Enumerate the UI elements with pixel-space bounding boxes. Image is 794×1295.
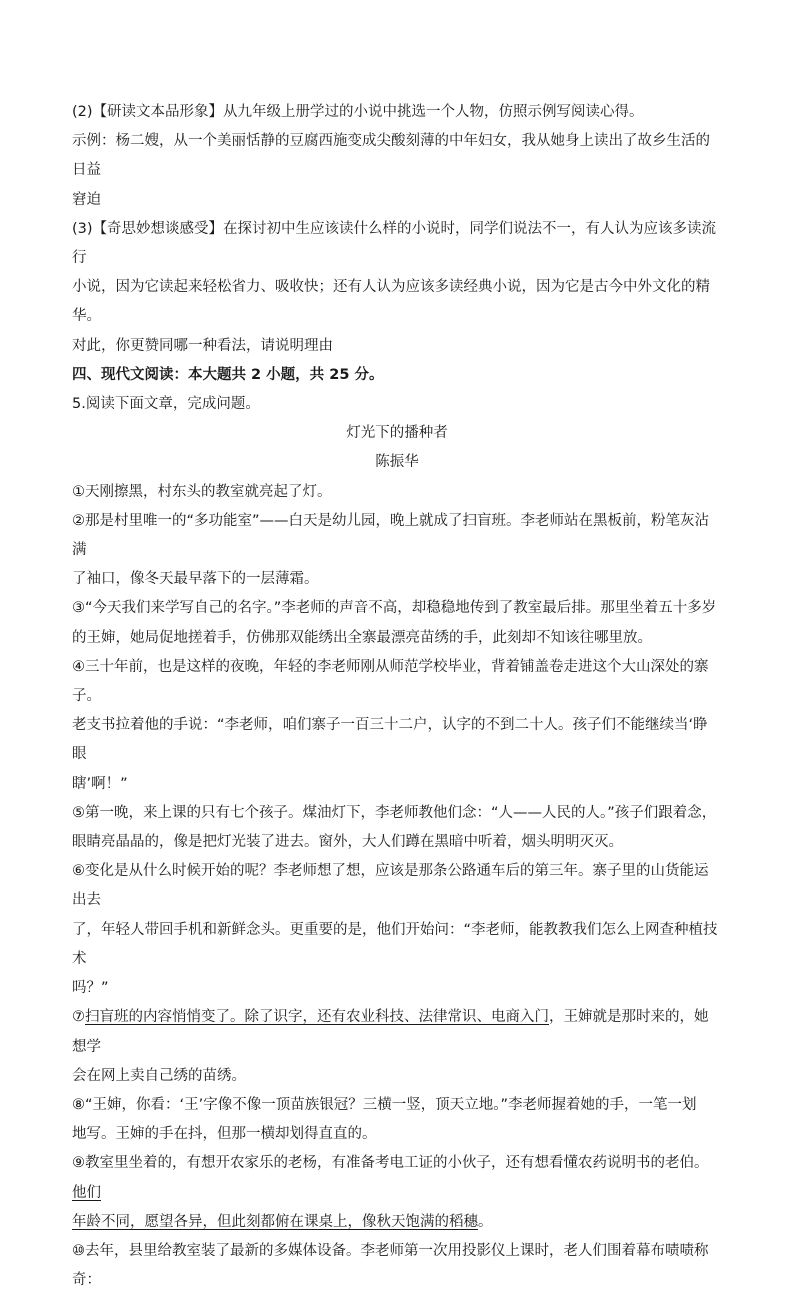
paragraph-4-line: 老支书拉着他的手说：“李老师，咱们寨子一百三十二户，认字的不到二十人。孩子们不能继续当‘睁眼 (72, 717, 708, 763)
paragraph-4-line: 瞎’啊！” (72, 775, 128, 792)
paragraph-text: 。 (478, 1213, 493, 1230)
paragraph-3: ③“今天我们来学写自己的名字。”李老师的声音不高，却稳稳地传到了教室最后排。那里坐着五十多岁 (72, 600, 717, 617)
underlined-sentence: 他们 (72, 1184, 101, 1201)
question-3-line: 小说，因为它读起来轻松省力、吸收快；还有人认为应该多读经典小说，因为它是古今中外文化的精华。 (72, 279, 710, 325)
paragraph-6-line: 吗？” (72, 980, 109, 997)
article-title: 灯光下的播种者 (346, 425, 448, 442)
paragraph-1: ①天刚擦黑，村东头的教室就亮起了灯。 (72, 483, 332, 500)
paragraph-7 (72, 1003, 722, 1061)
paragraph-5-line: 眼睛亮晶晶的，像是把灯光装了进去。窗外，大人们蹲在黑暗中听着，烟头明明灭灭。 (72, 834, 623, 851)
paragraph-2: ②那是村里唯一的“多功能室”——白天是幼儿园，晚上就成了扫盲班。李老师站在黑板前，粉笔灰沾满 (72, 512, 710, 559)
paragraph-8: ⑧“王婶，你看：‘王’字像不像一顶苗族银冠？三横一竖，顶天立地。”李老师握着她的手，一笔一划 (72, 1096, 697, 1113)
question-3-line: 对此，你更赞同哪一种看法，请说明理由 (72, 337, 333, 354)
underlined-sentence: 年龄不同，愿望各异，但此刻都俯在课桌上，像秋天饱满的稻穗 (72, 1213, 478, 1230)
question-3: (3)【奇思妙想谈感受】在探讨初中生应该读什么样的小说时，同学们说法不一，有人认为应该多读流行 (72, 220, 717, 267)
paragraph-6-line: 了，年轻人带回手机和新鲜念头。更重要的是，他们开始问：“李老师，能教教我们怎么上网查种植技术 (72, 921, 718, 967)
page-content (72, 98, 722, 1295)
question-5: 5.阅读下面文章，完成问题。 (72, 396, 260, 413)
paragraph-number: ⑦ (72, 1009, 85, 1026)
article-author: 陈振华 (375, 454, 419, 471)
paragraph-5: ⑤第一晚，来上课的只有七个孩子。煤油灯下，李老师教他们念：“人——人民的人。”孩子们跟着念， (72, 804, 717, 821)
paragraph-8-line: 地写。王婶的手在抖，但那一横却划得直直的。 (72, 1126, 377, 1143)
paragraph-text: ⑨教室里坐着的，有想开农家乐的老杨，有准备考电工证的小伙子，还有想看懂农药说明书的老伯。 (72, 1155, 709, 1172)
paragraph-9 (72, 1149, 722, 1207)
underlined-sentence: 扫盲班的内容悄悄变了。除了识字，还有农业科技、法律常识、电商入门 (85, 1009, 549, 1026)
paragraph-2-line: 了袖口，像冬天最早落下的一层薄霜。 (72, 571, 319, 588)
paragraph-6: ⑥变化是从什么时候开始的呢？李老师想了想，应该是那条公路通车后的第三年。寨子里的山货能运出去 (72, 863, 709, 909)
paragraph-3-line: 的王婶，她局促地搓着手，仿佛那双能绣出全寨最漂亮苗绣的手，此刻却不知该往哪里放。 (72, 629, 652, 646)
example-line: 窘迫 (72, 191, 101, 208)
section-heading: 四、现代文阅读：本大题共 2 小题，共 25 分。 (72, 366, 384, 383)
paragraph-9-line (72, 1208, 722, 1237)
paragraph-4: ④三十年前，也是这样的夜晚，年轻的李老师刚从师范学校毕业，背着铺盖卷走进这个大山深处的寨子。 (72, 658, 709, 705)
paragraph-7-line: 会在网上卖自己绣的苗绣。 (72, 1067, 246, 1084)
paragraph-text: ，王婶就是那时来的，她想学 (72, 1009, 709, 1055)
question-2: (2)【研读文本品形象】从九年级上册学过的小说中挑选一个人物，仿照示例写阅读心得。 (72, 104, 644, 120)
paragraph-10: ⑩去年，县里给教室装了最新的多媒体设备。李老师第一次用投影仪上课时，老人们围着幕布啧啧称奇： (72, 1242, 709, 1289)
example-line: 示例：杨二嫂，从一个美丽恬静的豆腐西施变成尖酸刻薄的中年妇女，我从她身上读出了故乡生活的日益 (72, 133, 710, 179)
